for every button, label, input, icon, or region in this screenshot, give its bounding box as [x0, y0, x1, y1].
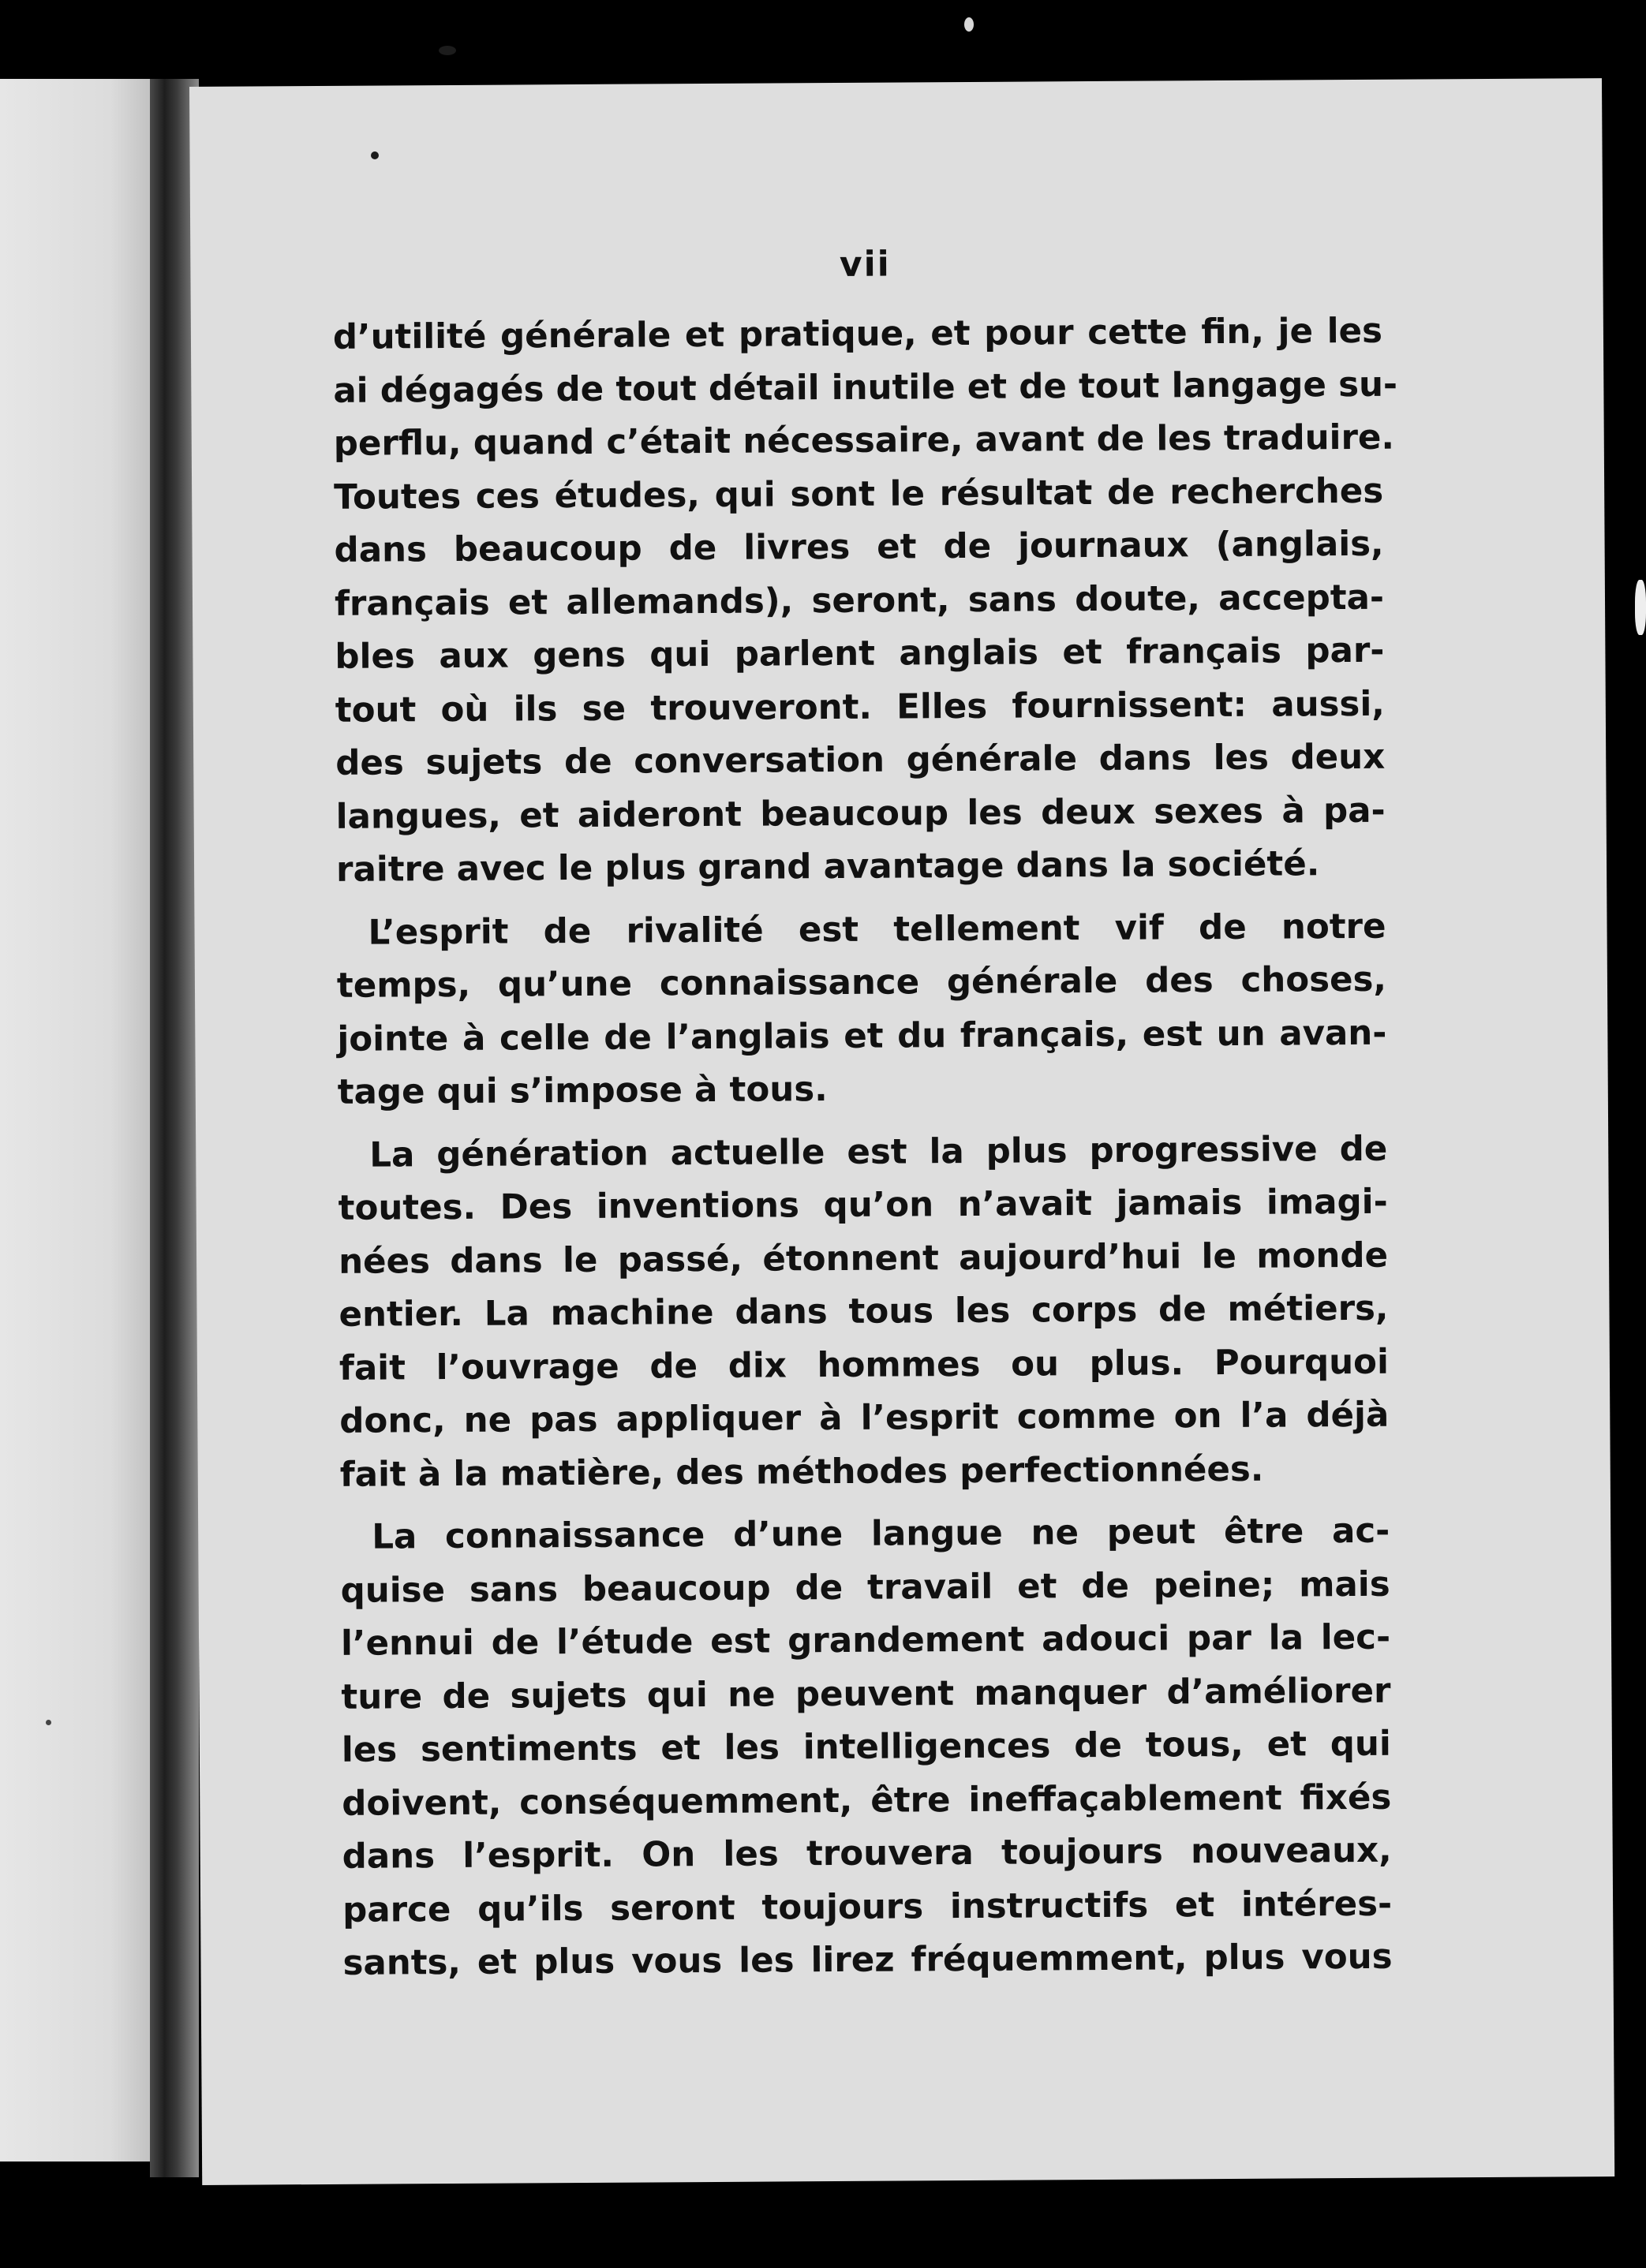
text-line: les sentiments et les intelligences de tous, et qui [341, 1724, 1392, 1770]
text-line: bles aux gens qui parlent anglais et français par- [335, 630, 1385, 677]
text-line: toutes. Des inventions qu’on n’avait jamais imagi- [338, 1182, 1388, 1228]
text-line: fait à la matière, des méthodes perfectionnées. [339, 1449, 1264, 1495]
text-line: sants, et plus vous les lirez fréquemment, plus vous [342, 1937, 1393, 1983]
text-line: français et allemands), seront, sans doute, accepta- [334, 577, 1385, 624]
text-line: donc, ne pas appliquer à l’esprit comme on l’a déjà [339, 1395, 1390, 1441]
text-line: perflu, quand c’était nécessaire, avant de les traduire. [333, 417, 1395, 464]
scan-speck [964, 17, 974, 32]
book-page [189, 78, 1614, 2185]
text-line: jointe à celle de l’anglais et du français, est un avan- [337, 1013, 1387, 1059]
text-line: ai dégagés de tout détail inutile et de tout langage su- [333, 364, 1398, 411]
text-line: d’utilité générale et pratique, et pour cette fin, je les [332, 311, 1383, 357]
text-line: Toutes ces études, qui sont le résultat de recherches [334, 471, 1384, 517]
text-line: raitre avec le plus grand avantage dans la société. [335, 844, 1320, 890]
text-line: des sujets de conversation générale dans les deux [335, 737, 1386, 783]
text-line: La génération actuelle est la plus progressive de [369, 1129, 1388, 1175]
scan-speck [46, 1720, 51, 1725]
page-body-text [332, 305, 1398, 1991]
text-line: nées dans le passé, étonnent aujourd’hui le monde [338, 1235, 1389, 1282]
text-line: tage qui s’impose à tous. [337, 1070, 828, 1112]
page-number: vii [839, 244, 891, 285]
text-line: l’ennui de l’étude est grandement adouci par la lec- [340, 1617, 1391, 1664]
text-line: ture de sujets qui ne peuvent manquer d’améliorer [341, 1671, 1391, 1717]
text-line: quise sans beaucoup de travail et de peine; mais [340, 1564, 1390, 1611]
text-line: L’esprit de rivalité est tellement vif de notre [368, 906, 1386, 953]
text-line: La connaissance d’une langue ne peut être ac- [372, 1511, 1390, 1557]
text-line: entier. La machine dans tous les corps de métiers, [339, 1288, 1389, 1335]
text-line: fait l’ouvrage de dix hommes ou plus. Pourquoi [339, 1342, 1390, 1388]
text-line: dans beaucoup de livres et de journaux (anglais, [334, 524, 1384, 570]
text-line: temps, qu’une connaissance générale des choses, [336, 959, 1387, 1006]
text-line: langues, et aideront beaucoup les deux sexes à pa- [335, 790, 1386, 837]
text-line: parce qu’ils seront toujours instructifs et intéres- [342, 1884, 1393, 1930]
scan-speck [439, 46, 456, 55]
text-line: doivent, conséquemment, être ineffaçablement fixés [342, 1777, 1392, 1824]
text-line: tout où ils se trouveront. Elles fournissent: aussi, [335, 684, 1385, 730]
scan-speck [1635, 580, 1646, 635]
previous-page-edge [0, 79, 158, 2162]
scan-speck [371, 151, 379, 159]
text-line: dans l’esprit. On les trouvera toujours nouveaux, [342, 1830, 1392, 1877]
